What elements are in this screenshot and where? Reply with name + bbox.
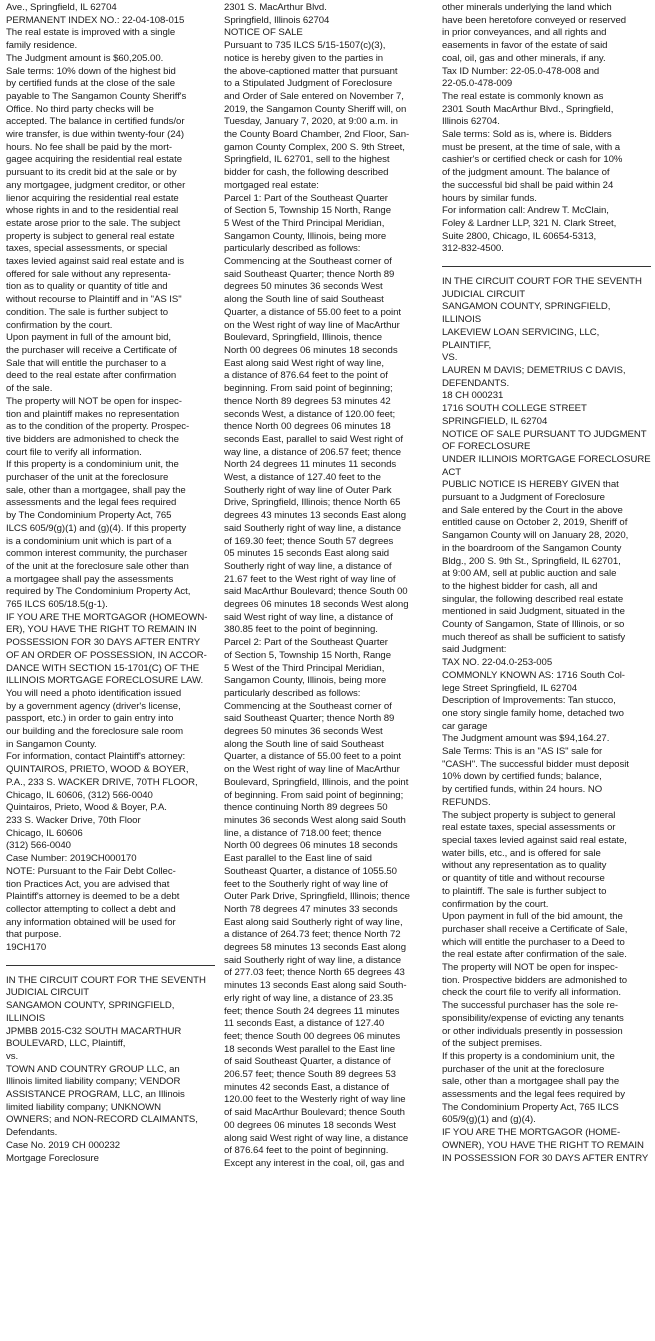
notice-text-line: the real estate after confirmation of the sale. [442,949,627,961]
notice-text-line: pursuant to a Judgment of Foreclosure [442,492,605,504]
notice-text-line: singular, the following described real estate [442,593,624,605]
notice-text-line: much thereof as shall be sufficient to satisfy [442,631,626,643]
notice-text-line: "CASH". The successful bidder must deposit [442,758,629,770]
notice-text-line: by The Condominium Property Act, 765 [6,510,172,522]
notice-text-line: a mortgagee shall pay the assessments [6,573,174,585]
notice-text-line: For information call: Andrew T. McClain, [442,205,609,217]
notice-text-line: ILLINOIS [442,314,482,326]
notice-text-line: accepted. The balance in certified funds/or [6,116,185,128]
notice-text-line: of 277.03 feet; thence North 65 degrees 43 [224,967,405,979]
notice-text-line: The successful purchaser has the sole re- [442,1000,619,1012]
notice-text-line: 2301 S. MacArthur Blvd. [224,2,327,13]
notice-text-line: Parcel 2: Part of the Southeast Quarter [224,637,388,649]
notice-text-line: a distance of 876.64 feet to the point of [224,370,388,382]
notice-text-line: lienor acquiring the residential real estate [6,192,179,204]
notice-text-line: of beginning. From said point of beginning; [224,789,404,801]
notice-text-line: The real estate is improved with a single [6,27,176,39]
notice-text-line: IF YOU ARE THE MORTGAGOR (HOME- [442,1127,621,1139]
notice-text-line: the County Board Chamber, 2nd Floor, San- [224,129,410,141]
notice-text-line: Outer Park Drive, Springfield, Illinois; thence [224,891,410,903]
notice-text-line: Boulevard, Springfield, Illinois, thence [224,332,382,344]
notice-text-line: offered for sale without any representa- [6,268,171,280]
notice-text-line: 312-832-4500. [442,243,504,255]
notice-text-line: purchaser of the unit at the foreclosure [6,472,169,484]
notice-text-line: Sangamon County, Illinois, being more [224,230,387,242]
notice-text-line: of the judgment amount. The balance of [442,167,610,179]
notice-text-line: 05 minutes 15 seconds East along said [224,548,390,560]
notice-text-line: Description of Improvements: Tan stucco, [442,695,616,707]
notice-text-line: or quantity of title and without recourse [442,873,605,885]
notice-text-line: of Section 5, Township 15 North, Range [224,649,391,661]
notice-text-line: of the sale. [6,383,53,395]
notice-text-line: OWNER), YOU HAVE THE RIGHT TO REMAIN [442,1139,644,1151]
notice-text-line: East along said West right of way line, [224,357,384,369]
notice-text-line: County of Sangamon, State of Illinois, or so [442,619,625,631]
notice-text-line: If this property is a condominium unit, the [442,1050,615,1062]
notice-text-line: East along said Southerly right of way line, [224,916,403,928]
notice-text-line: thence continuing North 89 degrees 50 [224,802,388,814]
notice-text-line: thence North 89 degrees 53 minutes 42 [224,395,391,407]
notice-text-line: said West right of way line, a distance of [224,611,393,623]
column-3 [442,2,651,1338]
notice-text-line: North 78 degrees 47 minutes 33 seconds [224,903,398,915]
notice-text-line: Illinois 62704. [442,116,500,128]
notice-text-line: SANGAMON COUNTY, SPRINGFIELD, [442,301,611,313]
notice-text-line: 5 West of the Third Principal Meridian, [224,217,385,229]
notice-text-line: Springfield, IL 62701, sell to the highest [224,154,390,166]
notice-text-line: SPRINGFIELD, IL 62704 [442,415,548,427]
notice-text-line: 206.57 feet; thence South 89 degrees 53 [224,1069,396,1081]
notice-text-line: JPMBB 2015-C32 SOUTH MACARTHUR [6,1025,182,1037]
notice-text-line: required by The Condominium Property Act, [6,586,191,598]
notice-text-line: by a government agency (driver's license, [6,700,181,712]
notice-text-line: OF AN ORDER OF POSSESSION, IN ACCOR- [6,649,207,661]
notice-text-line: If this property is a condominium unit, the [6,459,179,471]
notice-text-line: along said West right of way line, a distance [224,1132,409,1144]
notice-text-line: taxes levied against said real estate and is [6,256,185,268]
notice-text-line: collector attempting to collect a debt and [6,903,176,915]
notice-text-line: Sale that will entitle the purchaser to a [6,357,167,369]
notice-text-line: feet to the Southerly right of way line of [224,878,388,890]
notice-text-line: other minerals underlying the land which [442,2,612,13]
notice-text-line: special taxes levied against said real estate, [442,835,627,846]
notice-text-line: lege Street Springfield, IL 62704 [442,682,578,694]
notice-text-line: SANGAMON COUNTY, SPRINGFIELD, [6,1000,175,1012]
legal-notice [6,2,215,955]
notice-text-line: said Southerly right of way line, a distance [224,522,401,534]
notice-text-line: IN THE CIRCUIT COURT FOR THE SEVENTH [442,276,642,288]
notice-text-line: The property will NOT be open for inspec- [442,962,618,974]
notice-text-line: hours. No fee shall be paid by the mort- [6,141,172,153]
notice-text-line: QUINTAIROS, PRIETO, WOOD & BOYER, [6,764,189,776]
notice-text-line: Plaintiff's attorney is deemed to be a debt [6,891,180,903]
notice-text-line: cashier's or certified check or cash for 10% [442,154,623,166]
notice-text-line: Case Number: 2019CH000170 [6,853,137,865]
notice-text-line: bidder for cash, the following described [224,167,389,179]
notice-text-line: tion as to quality or quantity of title and [6,281,168,293]
notice-text-line: easements in favor of the estate of said [442,40,608,52]
notice-text-line: have been heretofore conveyed or reserved [442,14,627,26]
notice-text-line: 1716 SOUTH COLLEGE STREET [442,403,587,415]
notice-text-line: a distance of 264.73 feet; thence North 72 [224,929,401,941]
notice-text-line: of said Southeast Quarter, a distance of [224,1056,391,1068]
notice-text-line: along the South line of said Southeast [224,294,384,306]
notice-text-line: 120.00 feet to the Westerly right of way line [224,1094,406,1106]
notice-text-line: must be present, at the time of sale, with a [442,141,621,153]
notice-text-line: Sangamon County will on January 28, 2020, [442,530,629,542]
notice-text-line: Southeast Quarter, a distance of 1055.50 [224,865,397,877]
notice-text-line: said Southeast Quarter; thence North 89 [224,713,395,725]
notice-text-line: ACT [442,466,462,478]
notice-text-line: by certified funds, within 24 hours. NO [442,784,603,796]
notice-text-line: without recourse to Plaintiff and in "AS IS" [6,294,182,306]
notice-text-line: ASSISTANCE PROGRAM, LLC, an Illinois [6,1089,185,1101]
notice-text-line: of 169.30 feet; thence South 57 degrees [224,535,394,547]
notice-text-line: 21.67 feet to the West right of way line of [224,573,396,585]
notice-text-line: said Southeast Quarter; thence North 89 [224,268,395,280]
notice-text-line: degrees 06 minutes 18 seconds West along [224,599,409,611]
notice-text-line: Southerly right of way line, a distance of [224,560,392,572]
notice-text-line: Chicago, IL 60606 [6,827,83,839]
notice-text-line: check the court file to verify all information. [442,987,621,999]
legal-notice [442,2,651,256]
notice-text-line: 765 ILCS 605/18.5(g-1). [6,599,108,611]
notice-text-line: as to the condition of the property. Prospec- [6,421,190,433]
notice-text-line: tion Practices Act, you are advised that [6,878,170,890]
notice-text-line: at 9:00 AM, sell at public auction and sale [442,568,617,580]
notice-text-line: Quarter, a distance of 55.00 feet to a point [224,306,402,318]
notice-text-line: sponsibility/expense of evicting any tenants [442,1012,624,1024]
notice-text-line: of the subject premises. [442,1038,543,1050]
notice-text-line: Boulevard, Springfield, Illinois, and the point [224,776,409,788]
notice-text-line: 380.85 feet to the point of beginning. [224,624,378,636]
notice-text-line: thence North 00 degrees 06 minutes 18 [224,421,391,433]
notice-text-line: beginning. From said point of beginning; [224,383,393,395]
notice-text-line: The Condominium Property Act, 765 ILCS [442,1101,619,1113]
notice-text-line: water bills, etc., and is offered for sale [442,847,601,859]
notice-text-line: mortgaged real estate: [224,179,319,191]
notice-text-line: assessments and the legal fees required by [442,1089,625,1101]
notice-text-line: in the boardroom of the Sangamon County [442,542,622,554]
notice-text-line: gagee acquiring the residential real estate [6,154,182,166]
notice-text-line: Sale Terms: This is an "AS IS" sale for [442,746,603,758]
notice-text-line: deed to the real estate after confirmation [6,370,177,382]
notice-text-line: car garage [442,720,488,732]
notice-text-line: East parallel to the East line of said [224,853,372,865]
notice-text-line: Except any interest in the coal, oil, gas and [224,1157,405,1169]
notice-text-line: that purpose. [6,929,62,941]
notice-text-line: 18 seconds West parallel to the East line [224,1043,396,1055]
notice-text-line: Upon payment in full of the amount bid, [6,332,171,344]
notice-text-line: Case No. 2019 CH 000232 [6,1139,121,1151]
notice-text-line: 10% down by certified funds; balance, [442,771,602,783]
notice-text-line: minutes 36 seconds West along said South [224,815,406,826]
notice-text-line: passport, etc.) in order to gain entry into [6,713,174,725]
notice-text-line: or other individuals presently in possession [442,1025,623,1037]
notice-text-line: JUDICIAL CIRCUIT [6,987,90,999]
notice-text-line: common interest community, the purchaser [6,548,188,560]
notice-text-line: in prior conveyances, and all rights and [442,27,607,39]
notice-text-line: payable to The Sangamon County Sheriff's [6,90,187,102]
notice-text-line: PUBLIC NOTICE IS HEREBY GIVEN that [442,479,619,491]
notice-text-line: Illinois limited liability company; VENDOR [6,1076,181,1088]
notice-text-line: along the South line of said Southeast [224,738,384,750]
notice-text-line: Ave., Springfield, IL 62704 [6,2,117,13]
notice-text-line: Quarter, a distance of 55.00 feet to a point [224,751,402,763]
notice-text-line: REFUNDS. [442,796,491,808]
notice-text-line: Sale terms: 10% down of the highest bid [6,65,176,77]
notice-text-line: Upon payment in full of the bid amount, the [442,911,623,923]
notice-text-line: The property will NOT be open for inspec- [6,395,182,407]
notice-text-line: family residence. [6,40,78,52]
notice-text-line: and Order of Sale entered on November 7, [224,90,404,102]
notice-text-line: North 00 degrees 06 minutes 18 seconds [224,840,398,852]
notice-text-line: West, a distance of 127.40 feet to the [224,472,381,484]
notice-text-line: on the West right of way line of MacArthur [224,764,400,776]
notice-text-line: tive bidders are admonished to check the [6,433,179,445]
notice-text-line: DANCE WITH SECTION 15-1701(C) OF THE [6,662,200,674]
notice-text-line: PLAINTIFF, [442,339,492,351]
notice-text-line: wire transfer, is due within twenty-four (24) [6,129,184,141]
notice-text-line: Quintairos, Prieto, Wood & Boyer, P.A. [6,802,167,814]
notice-text-line: Sangamon County, Illinois, being more [224,675,387,687]
notice-text-line: the successful bid shall be paid within 24 [442,179,614,191]
notice-text-line: 233 S. Wacker Drive, 70th Floor [6,815,141,826]
notice-text-line: degrees 50 minutes 36 seconds West [224,281,383,293]
notice-text-line: said Judgment: [442,644,507,656]
notice-text-line: feet; thence South 24 degrees 11 minutes [224,1005,400,1017]
notice-text-line: any information obtained will be used for [6,916,176,928]
notice-text-line: The real estate is commonly known as [442,90,604,102]
notice-text-line: coal, oil, gas and other minerals, if any. [442,52,606,64]
notice-text-line: Parcel 1: Part of the Southeast Quarter [224,192,388,204]
notice-text-line: 2019, the Sangamon County Sheriff will, on [224,103,407,115]
notice-text-line: Mortgage Foreclosure [6,1152,99,1164]
notice-text-line: NOTICE OF SALE PURSUANT TO JUDGMENT [442,428,647,440]
notice-text-line: one story single family home, detached two [442,707,624,719]
notice-text-line: North 24 degrees 11 minutes 11 seconds [224,459,397,471]
notice-text-line: POSSESSION FOR 30 DAYS AFTER ENTRY [6,637,201,649]
notice-divider [6,965,215,966]
notice-text-line: minutes 13 seconds East along said South- [224,980,407,992]
newspaper-legal-notices-page [6,2,651,1338]
notice-text-line: P.A., 233 S. WACKER DRIVE, 70TH FLOOR, [6,776,198,788]
notice-text-line: OWNERS; and NON-RECORD CLAIMANTS, [6,1114,198,1126]
notice-text-line: and Sale entered by the Court in the above [442,504,623,516]
notice-text-line: any mortgagee, judgment creditor, or other [6,179,186,191]
notice-text-line: Pursuant to 735 ILCS 5/15-1507(c)(3), [224,40,386,52]
notice-text-line: pursuant to its credit bid at the sale or by [6,167,177,179]
notice-text-line: way line, a distance of 206.57 feet; thence [224,446,402,458]
notice-text-line: 19CH170 [6,942,47,954]
notice-text-line: Bldg., 200 S. 9th St., Springfield, IL 62701, [442,555,621,567]
notice-text-line: seconds East, parallel to said West right of [224,433,403,445]
notice-text-line: to plaintiff. The sale is further subject to [442,885,607,897]
notice-text-line: tion and plaintiff makes no representation [6,408,180,420]
notice-text-line: Southerly right of way line of Outer Park [224,484,392,496]
notice-text-line: Defendants. [6,1127,58,1139]
notice-text-line: to a Stipulated Judgment of Foreclosure [224,78,393,90]
notice-text-line: of Section 5, Township 15 North, Range [224,205,391,217]
notice-text-line: degrees 50 minutes 36 seconds West [224,726,383,738]
notice-text-line: TOWN AND COUNTRY GROUP LLC, an [6,1063,180,1075]
notice-text-line: Springfield, Illinois 62704 [224,14,330,26]
notice-text-line: which will entitle the purchaser to a Deed to [442,936,625,948]
notice-text-line: degrees 58 minutes 13 seconds East along [224,942,407,954]
notice-text-line: The subject property is subject to general [442,809,616,821]
notice-text-line: the above-captioned matter that pursuant [224,65,398,77]
notice-text-line: the purchaser will receive a Certificate of [6,344,177,356]
notice-text-line: said Southerly right of way line, a distance [224,954,401,966]
notice-text-line: North 00 degrees 06 minutes 18 seconds [224,344,398,356]
notice-text-line: LAKEVIEW LOAN SERVICING, LLC, [442,326,600,338]
notice-text-line: entitled cause on October 2, 2019, Sheriff of [442,517,628,529]
notice-text-line: purchaser shall receive a Certificate of Sale, [442,923,628,935]
notice-text-line: of said MacArthur Boulevard; thence South [224,1107,405,1119]
notice-text-line: estate arose prior to the sale. The subject [6,217,181,229]
notice-text-line: Commencing at the Southeast corner of [224,700,392,712]
notice-text-line: 11 seconds East, a distance of 127.40 [224,1018,385,1030]
notice-text-line: Drive, Springfield, Illinois; thence North 65 [224,497,401,509]
notice-text-line: hours by similar funds. [442,192,537,204]
notice-text-line: IN THE CIRCUIT COURT FOR THE SEVENTH [6,974,206,986]
notice-text-line: confirmation by the court. [6,319,113,331]
notice-text-line: erly right of way line, a distance of 23.35 [224,992,394,1004]
notice-text-line: real estate taxes, special assessments or [442,822,616,834]
notice-text-line: minutes 42 seconds East, a distance of [224,1081,390,1093]
notice-text-line: notice is hereby given to the parties in [224,52,384,64]
notice-text-line: whose rights in and to the residential real [6,205,179,217]
notice-text-line: confirmation by the court. [442,898,549,910]
notice-text-line: degrees 43 minutes 13 seconds East along [224,510,407,522]
notice-divider [442,266,651,267]
notice-text-line: 22-05.0-478-009 [442,78,513,90]
notice-text-line: Tuesday, January 7, 2020, at 9:00 a.m. in [224,116,398,128]
notice-text-line: Tax ID Number: 22-05.0-478-008 and [442,65,600,77]
notice-text-line: For information, contact Plaintiff's attorney: [6,751,186,763]
notice-text-line: Office. No third party checks will be [6,103,154,115]
notice-text-line: 5 West of the Third Principal Meridian, [224,662,385,674]
notice-text-line: purchaser of the unit at the foreclosure [442,1063,605,1075]
notice-text-line: 18 CH 000231 [442,390,504,402]
notice-text-line: NOTICE OF SALE [224,27,303,39]
notice-text-line: Sale terms: Sold as is, where is. Bidders [442,129,612,141]
notice-text-line: particularly described as follows: [224,687,361,699]
notice-text-line: of the unit at the foreclosure sale other than [6,560,189,572]
notice-text-line: UNDER ILLINOIS MORTGAGE FORECLOSURE [442,453,651,465]
notice-text-line: our building and the foreclosure sale room [6,726,184,738]
notice-text-line: in Sangamon County. [6,738,97,750]
notice-text-line: limited liability company; UNKNOWN [6,1101,162,1113]
notice-text-line: Suite 2800, Chicago, IL 60654-5313, [442,230,597,242]
notice-text-line: tion. Prospective bidders are admonished to [442,974,628,986]
notice-text-line: VS. [442,352,458,364]
notice-text-line: taxes, special assessments, or special [6,243,168,255]
notice-text-line: feet; thence South 00 degrees 06 minutes [224,1030,401,1042]
notice-text-line: ILLINOIS [6,1012,46,1024]
notice-text-line: The Judgment amount was $94,164.27. [442,733,610,745]
notice-text-line: by certified funds at the close of the sale [6,78,176,90]
notice-text-line: IN POSSESSION FOR 30 DAYS AFTER ENTRY [442,1152,649,1164]
notice-text-line: particularly described as follows: [224,243,361,255]
notice-text-line: ILLINOIS MORTGAGE FORECLOSURE LAW. [6,675,204,687]
notice-text-line: JUDICIAL CIRCUIT [442,288,526,300]
notice-text-line: vs. [6,1050,19,1062]
legal-notice [442,276,651,1165]
notice-text-line: OF FORECLOSURE [442,441,531,453]
notice-text-line: court file to verify all information. [6,446,142,458]
notice-text-line: 00 degrees 06 minutes 18 seconds West [224,1119,396,1131]
notice-text-line: IF YOU ARE THE MORTGAGOR (HOMEOWN- [6,611,208,623]
notice-text-line: ER), YOU HAVE THE RIGHT TO REMAIN IN [6,624,197,636]
notice-text-line: DEFENDANTS. [442,377,510,389]
notice-text-line: line, a distance of 718.00 feet; thence [224,827,382,839]
notice-text-line: The Judgment amount is $60,205.00. [6,52,164,64]
legal-notice [224,2,433,1171]
notice-text-line: said MacArthur Boulevard; thence South 00 [224,586,408,598]
notice-text-line: LAUREN M DAVIS; DEMETRIUS C DAVIS, [442,364,626,376]
notice-text-line: sale, other than a mortgagee, shall pay the [6,484,186,496]
notice-text-line: without any representation as to quality [442,860,607,872]
notice-text-line: 2301 South MacArthur Blvd., Springfield, [442,103,614,115]
notice-text-line: mentioned in said Judgment, situated in the [442,606,625,618]
notice-text-line: gamon County Complex, 200 S. 9th Street, [224,141,405,153]
notice-text-line: sale, other than a mortgagee shall pay the [442,1076,620,1088]
column-1 [6,2,215,1338]
notice-text-line: NOTE: Pursuant to the Fair Debt Collec- [6,865,176,877]
notice-text-line: COMMONLY KNOWN AS: 1716 South Col- [442,669,625,681]
legal-notice [6,975,215,1166]
notice-text-line: TAX NO. 22-04.0-253-005 [442,657,553,669]
notice-text-line: BOULEVARD, LLC, Plaintiff, [6,1038,126,1050]
notice-text-line: of 876.64 feet to the point of beginning. [224,1145,389,1157]
notice-text-line: (312) 566-0040 [6,840,71,852]
notice-text-line: Foley & Lardner LLP, 321 N. Clark Street, [442,217,617,229]
notice-text-line: on the West right of way line of MacArthur [224,319,400,331]
notice-text-line: Chicago, IL 60606, (312) 566-0040 [6,789,153,801]
notice-text-line: condition. The sale is further subject to [6,306,169,318]
notice-text-line: to the highest bidder for cash, all and [442,580,598,592]
notice-text-line: seconds West, a distance of 120.00 feet; [224,408,396,420]
notice-text-line: property is subject to general real estate [6,230,175,242]
notice-text-line: 605/9(g)(1) and (g)(4). [442,1114,536,1126]
notice-text-line: PERMANENT INDEX NO.: 22-04-108-015 [6,14,185,26]
notice-text-line: Commencing at the Southeast corner of [224,256,392,268]
notice-text-line: is a condominium unit which is part of a [6,535,172,547]
notice-text-line: assessments and the legal fees required [6,497,177,509]
notice-text-line: You will need a photo identification issued [6,687,182,699]
notice-text-line: ILCS 605/9(g)(1) and (g)(4). If this property [6,522,187,534]
column-2 [224,2,433,1338]
